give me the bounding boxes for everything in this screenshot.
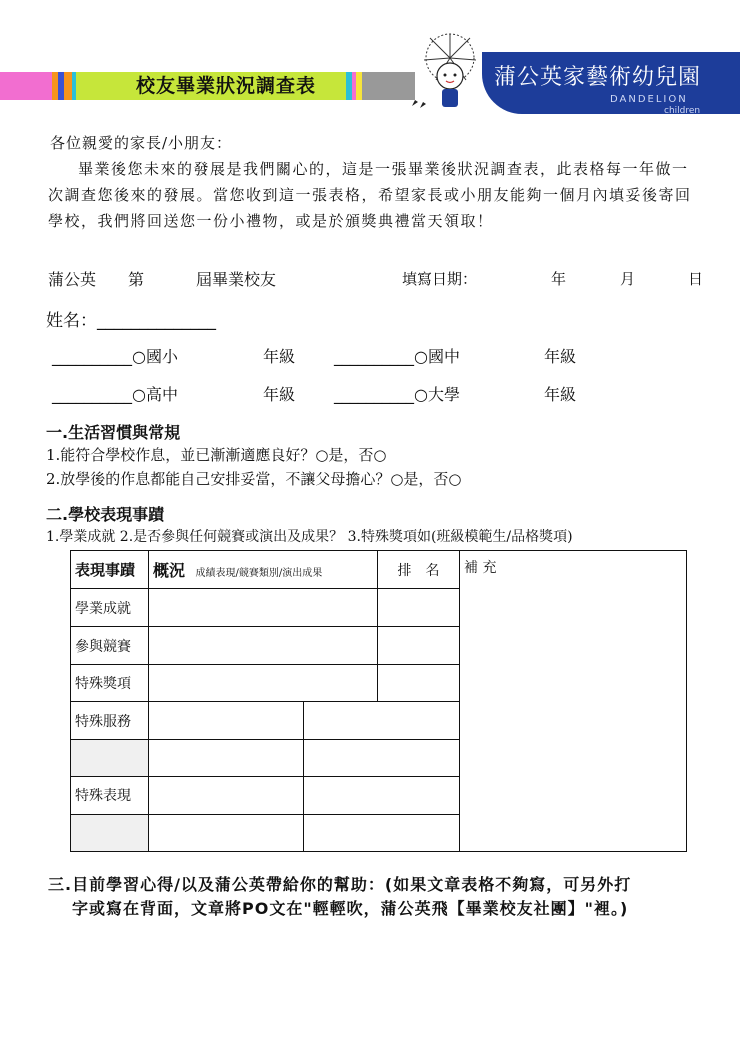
grade-label: 年級 — [263, 347, 296, 366]
name-field[interactable]: 姓名：______________ — [46, 311, 216, 331]
section1-title: 一.生活習慣與常規 — [46, 423, 181, 442]
row-label: 學業成就 — [71, 589, 149, 627]
date-label: 填寫日期： — [402, 270, 478, 288]
col-overview-header: 概況 成績表現/競賽類別/演出成果 — [149, 551, 378, 589]
performance-table — [70, 550, 687, 852]
grade-label: 年級 — [544, 385, 577, 404]
dandelion-mascot-icon — [410, 30, 490, 112]
alumni-class-label: 屆畢業校友 — [196, 270, 277, 289]
school-entry-university[interactable]: __________○大學 — [334, 385, 460, 404]
grade-label: 年級 — [263, 385, 296, 404]
row-label: 參與競賽 — [71, 627, 149, 665]
date-month: 月 — [620, 270, 636, 288]
page-title: 校友畢業狀況調查表 — [135, 75, 316, 97]
section1-question-1[interactable]: 1.能符合學校作息，並已漸漸適應良好？○是，否○ — [46, 446, 387, 464]
row-label: 特殊獎項 — [71, 665, 149, 702]
cell-overview[interactable] — [149, 776, 304, 814]
row-label — [71, 814, 149, 851]
cell-rank[interactable] — [304, 739, 460, 776]
date-year: 年 — [551, 270, 567, 288]
school-entry-junior-high[interactable]: __________○國中 — [334, 347, 460, 366]
cell-rank[interactable] — [378, 627, 460, 665]
col-supplement[interactable]: 補 充 — [460, 551, 687, 852]
cell-overview[interactable] — [149, 665, 378, 702]
cell-overview[interactable] — [149, 627, 378, 665]
date-day: 日 — [688, 270, 704, 288]
intro-paragraph: 畢業後您未來的發展是我們關心的，這是一張畢業後狀況調查表，此表格每一年做一次調查您後來的發展。當您收到這一張表格，希望家長或小朋友能夠一個月內填妥後寄回學校，我們將回送您一份小禮物，或是於頒獎典禮當天領取！ — [48, 160, 692, 230]
row-label: 特殊服務 — [71, 702, 149, 739]
cell-rank[interactable] — [304, 814, 460, 851]
cell-overview[interactable] — [149, 589, 378, 627]
cell-overview[interactable] — [149, 814, 304, 851]
school-name-en: DANDELION — [610, 94, 688, 105]
section2-title: 二.學校表現事蹟 — [46, 505, 165, 524]
school-entry-elementary[interactable]: __________○國小 — [52, 347, 178, 366]
cell-overview[interactable] — [149, 702, 304, 739]
cell-overview[interactable] — [149, 739, 304, 776]
alumni-prefix: 蒲公英 — [48, 270, 97, 289]
col-event-header: 表現事蹟 — [71, 551, 149, 589]
cell-rank[interactable] — [378, 665, 460, 702]
school-entry-senior-high[interactable]: __________○高中 — [52, 385, 178, 404]
col-rank-header: 排 名 — [378, 551, 460, 589]
section3-title: 三.目前學習心得/以及蒲公英帶給你的幫助：(如果文章表格不夠寫，可另外打 字或寫在背面，文章將PO文在"輕輕吹，蒲公英飛【畢業校友社團】"裡。) — [48, 875, 632, 918]
alumni-di: 第 — [128, 270, 145, 289]
row-label — [71, 739, 149, 776]
section2-subtitle: 1.學業成就 2.是否參與任何競賽或演出及成果？ 3.特殊獎項如(班級模範生/品格獎項) — [46, 529, 573, 545]
cell-rank[interactable] — [304, 776, 460, 814]
cell-rank[interactable] — [304, 702, 460, 739]
school-name-en-sub: children — [664, 106, 701, 116]
section1-question-2[interactable]: 2.放學後的作息都能自己安排妥當，不讓父母擔心？○是，否○ — [46, 470, 462, 488]
cell-rank[interactable] — [378, 589, 460, 627]
school-name: 蒲公英家藝術幼兒園 — [494, 65, 702, 90]
grade-label: 年級 — [544, 347, 577, 366]
row-label: 特殊表現 — [71, 776, 149, 814]
greeting: 各位親愛的家長/小朋友： — [50, 134, 233, 152]
